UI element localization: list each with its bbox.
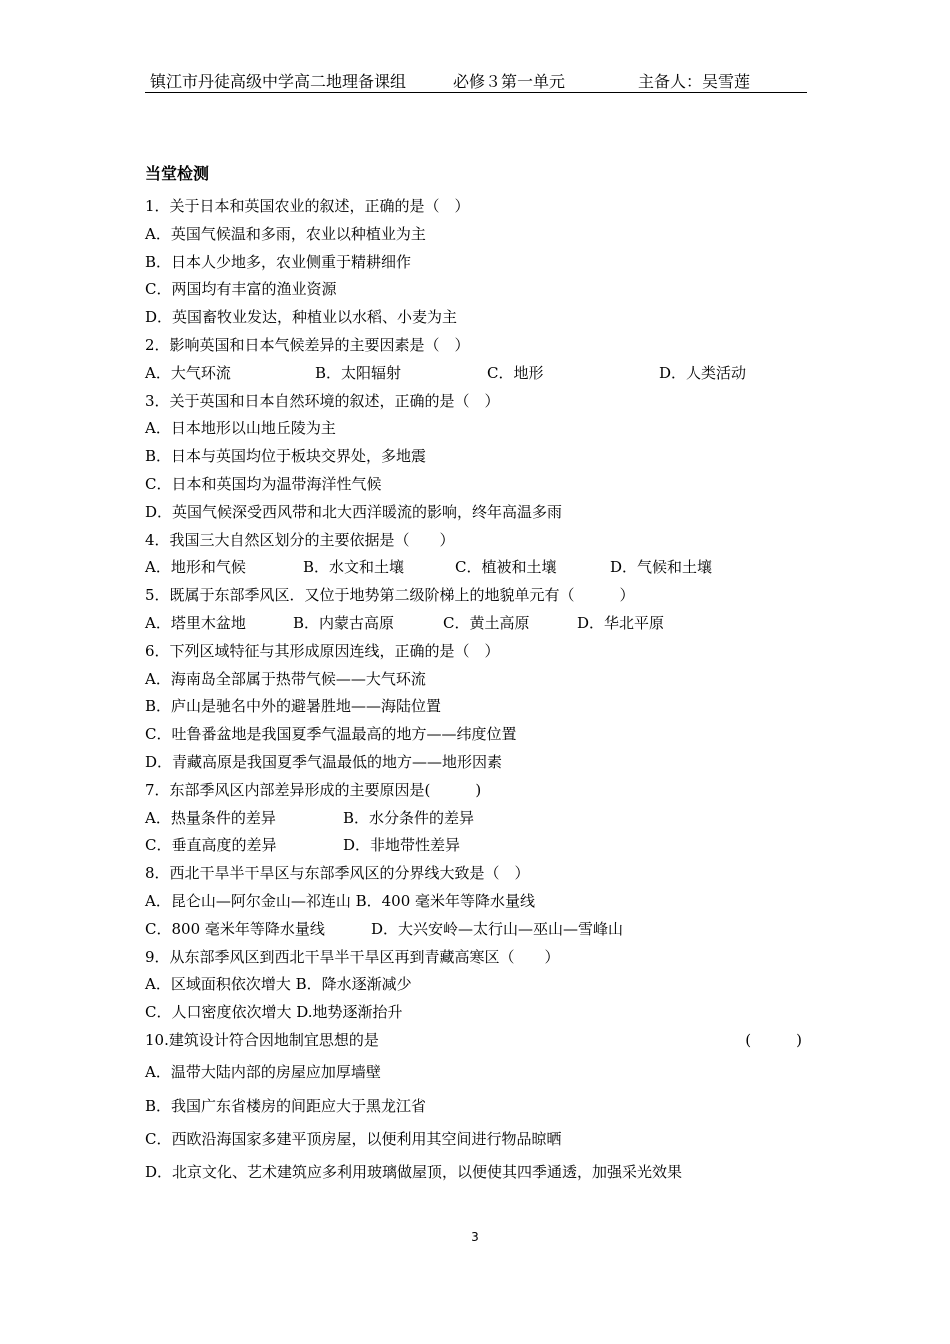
q10-option-a: A．温带大陆内部的房屋应加厚墙壁 [145, 1062, 381, 1081]
q4-option-a: A．地形和气候 [145, 558, 246, 577]
q1-stem: 1．关于日本和英国农业的叙述，正确的是（ ） [145, 197, 470, 215]
q4-option-c: C．植被和土壤 [455, 558, 557, 577]
q10-option-c: C．西欧沿海国家多建平顶房屋，以便利用其空间进行物品晾晒 [145, 1130, 562, 1149]
q7-option-a: A．热量条件的差异 [145, 808, 276, 827]
q7-stem: 7．东部季风区内部差异形成的主要原因是( ) [145, 780, 482, 799]
q3-option-d: D．英国气候深受西风带和北大西洋暖流的影响，终年高温多雨 [145, 502, 563, 521]
q8-option-ab: A．昆仑山—阿尔金山—祁连山 B．400 毫米年等降水量线 [145, 891, 536, 910]
q2-option-a: A．大气环流 [145, 363, 231, 382]
q10-stem-row [145, 1027, 810, 1055]
q7-option-c: C．垂直高度的差异 [145, 836, 277, 855]
q6-option-a: A．海南岛全部属于热带气候——大气环流 [145, 669, 426, 688]
q6-option-d: D．青藏高原是我国夏季气温最低的地方——地形因素 [145, 752, 503, 771]
q10-answer-paren: ( ) [745, 1030, 802, 1049]
q2-stem: 2．影响英国和日本气候差异的主要因素是（ ） [145, 335, 470, 354]
section-title: 当堂检测 [145, 164, 210, 183]
q2-option-b: B．太阳辐射 [315, 363, 402, 382]
q3-option-b: B．日本与英国均位于板块交界处，多地震 [145, 447, 427, 466]
q8-stem: 8．西北干旱半干旱区与东部季风区的分界线大致是（ ） [145, 864, 530, 883]
q9-option-cd: C．人口密度依次增大 D.地势逐渐抬升 [145, 1003, 403, 1022]
q1-option-a: A．英国气候温和多雨，农业以种植业为主 [145, 224, 426, 243]
page-number: 3 [471, 1230, 479, 1244]
q5-option-b: B．内蒙古高原 [293, 613, 395, 632]
q10-stem: 10.建筑设计符合因地制宜思想的是 [145, 1030, 379, 1049]
q3-option-c: C．日本和英国均为温带海洋性气候 [145, 474, 382, 493]
q6-option-c: C．吐鲁番盆地是我国夏季气温最高的地方——纬度位置 [145, 725, 517, 744]
q8-option-d: D．大兴安岭—太行山—巫山—雪峰山 [371, 919, 624, 938]
q7-options-cd [145, 832, 810, 860]
q10-option-d: D．北京文化、艺术建筑应多利用玻璃做屋顶，以便使其四季通透，加强采光效果 [145, 1163, 683, 1182]
q7-option-d: D．非地带性差异 [343, 836, 461, 855]
header-school: 镇江市丹徒高级中学高二地理备课组 [150, 72, 407, 91]
q3-stem: 3．关于英国和日本自然环境的叙述，正确的是（ ） [145, 391, 500, 410]
q5-options [145, 610, 810, 638]
q10-option-b: B．我国广东省楼房的间距应大于黑龙江省 [145, 1096, 427, 1115]
q8-options-cd [145, 916, 810, 944]
q7-option-b: B．水分条件的差异 [343, 808, 475, 827]
page-header [145, 66, 807, 93]
header-author: 主备人：吴雪莲 [638, 72, 751, 91]
q8-option-c: C．800 毫米年等降水量线 [145, 919, 325, 938]
question-list [145, 193, 810, 1189]
q7-options-ab [145, 805, 810, 833]
q4-option-b: B．水文和土壤 [303, 558, 405, 577]
header-unit: 必修３第一单元 [453, 72, 566, 91]
q9-option-ab: A．区域面积依次增大 B．降水逐渐减少 [145, 975, 412, 994]
q2-options [145, 360, 810, 388]
q3-option-a: A．日本地形以山地丘陵为主 [145, 419, 336, 438]
q1-option-b: B．日本人少地多，农业侧重于精耕细作 [145, 252, 412, 271]
q6-stem: 6．下列区域特征与其形成原因连线，正确的是（ ） [145, 641, 500, 660]
q5-stem: 5．既属于东部季风区．又位于地势第二级阶梯上的地貌单元有（ ） [145, 586, 635, 605]
q5-option-c: C．黄土高原 [443, 613, 530, 632]
q2-option-c: C．地形 [487, 363, 544, 382]
q9-stem: 9．从东部季风区到西北干旱半干旱区再到青藏高寒区（ ） [145, 947, 560, 966]
q4-options [145, 554, 810, 582]
q5-option-d: D．华北平原 [577, 613, 665, 632]
q4-stem: 4．我国三大自然区划分的主要依据是（ ） [145, 530, 455, 549]
q1-option-d: D．英国畜牧业发达，种植业以水稻、小麦为主 [145, 308, 458, 327]
q2-option-d: D．人类活动 [659, 363, 747, 382]
q5-option-a: A．塔里木盆地 [145, 613, 246, 632]
q4-option-d: D．气候和土壤 [610, 558, 713, 577]
q6-option-b: B．庐山是驰名中外的避暑胜地——海陆位置 [145, 697, 442, 716]
q1-option-c: C．两国均有丰富的渔业资源 [145, 280, 337, 299]
